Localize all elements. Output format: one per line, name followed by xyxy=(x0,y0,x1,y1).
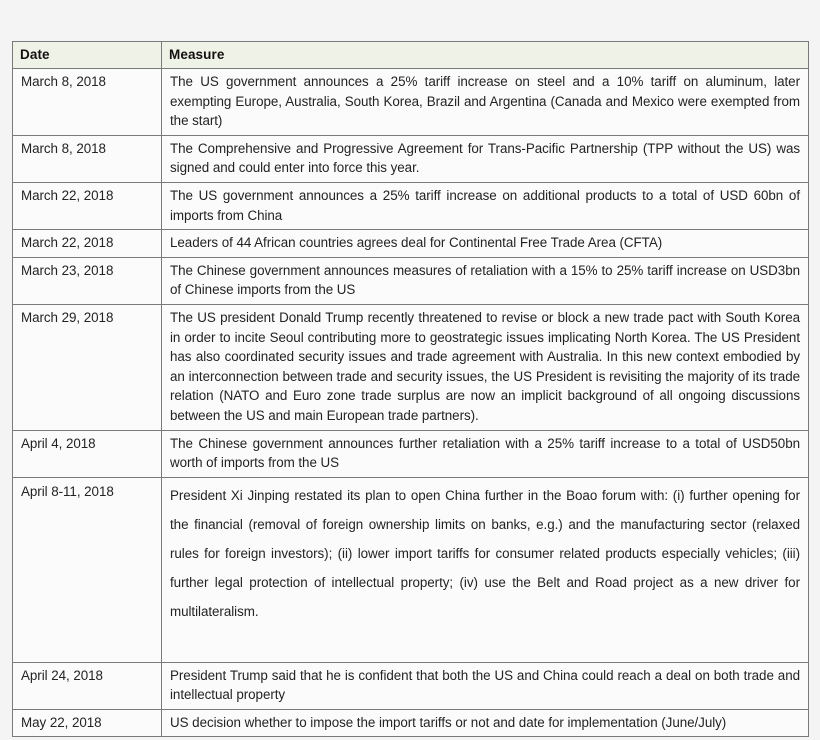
column-header-date: Date xyxy=(13,42,162,69)
cell-measure xyxy=(162,135,809,182)
table-row xyxy=(13,662,809,709)
column-header-measure: Measure xyxy=(162,42,809,69)
cell-measure xyxy=(162,182,809,229)
cell-measure xyxy=(162,230,809,258)
cell-date: March 8, 2018 xyxy=(13,135,162,182)
table-row xyxy=(13,230,809,258)
cell-measure xyxy=(162,477,809,662)
measure-text: The US government announces a 25% tariff increase on steel and a 10% tariff on aluminum, later exempting Europe, Australia, South Korea, Brazil and Argentina (Canada and Mexico were exempted from the start) xyxy=(170,74,800,129)
cell-date: May 22, 2018 xyxy=(13,709,162,737)
measure-text: US decision whether to impose the import tariffs or not and date for implementation (June/July) xyxy=(170,714,727,730)
table-body xyxy=(13,69,809,737)
table-row xyxy=(13,69,809,136)
measure-text: President Trump said that he is confident that both the US and China could reach a deal on both trade and intellectual property xyxy=(170,667,800,703)
cell-date: March 8, 2018 xyxy=(13,69,162,136)
cell-date: March 29, 2018 xyxy=(13,304,162,430)
measures-table-container xyxy=(12,41,808,737)
cell-date: March 23, 2018 xyxy=(13,257,162,304)
cell-measure xyxy=(162,304,809,430)
table-row xyxy=(13,477,809,662)
measure-text: The Chinese government announces measures of retaliation with a 15% to 25% tariff increase on USD3bn of Chinese imports from the US xyxy=(170,262,800,298)
table-row xyxy=(13,135,809,182)
table-header xyxy=(13,42,809,69)
cell-measure xyxy=(162,69,809,136)
cell-date: April 24, 2018 xyxy=(13,662,162,709)
cell-date: March 22, 2018 xyxy=(13,230,162,258)
cell-date: April 8-11, 2018 xyxy=(13,477,162,662)
cell-measure xyxy=(162,430,809,477)
table-row xyxy=(13,257,809,304)
cell-date: March 22, 2018 xyxy=(13,182,162,229)
cell-measure xyxy=(162,257,809,304)
measure-text: The Chinese government announces further retaliation with a 25% tariff increase to a total of USD50bn worth of imports from the US xyxy=(170,435,800,471)
cell-date: April 4, 2018 xyxy=(13,430,162,477)
measure-text: Leaders of 44 African countries agrees deal for Continental Free Trade Area (CFTA) xyxy=(170,235,663,251)
table-row xyxy=(13,709,809,737)
table-header-row xyxy=(13,42,809,69)
cell-measure xyxy=(162,709,809,737)
measure-text: The Comprehensive and Progressive Agreement for Trans-Pacific Partnership (TPP without the US) was signed and could enter into force this year. xyxy=(170,140,800,176)
measure-text: The US government announces a 25% tariff increase on additional products to a total of USD 60bn of imports from China xyxy=(170,187,800,223)
cell-measure xyxy=(162,662,809,709)
measures-table xyxy=(12,41,809,737)
measure-text: President Xi Jinping restated its plan to open China further in the Boao forum with: (i) further opening for the financial (removal of foreign ownership limits on banks, e.g.) and the manufacturing sector (relaxed rules for foreign investors); (ii) lower import tariffs for consumer related products especially vehicles; (iii) further legal protection of intellectual property; (iv) use the Belt and Road project as a new driver for multilateralism. xyxy=(170,487,800,619)
table-row xyxy=(13,304,809,430)
table-row xyxy=(13,430,809,477)
measure-text: The US president Donald Trump recently threatened to revise or block a new trade pact with South Korea in order to incite Seoul contributing more to geostrategic issues implicating North Korea. The US President has also coordinated security issues and trade agreement with Australia. In this new context embodied by an interconnection between trade and security issues, the US President is revisiting the majority of its trade relation (NATO and Euro zone trade surplus are now an implicit background of all ongoing discussions between the US and main European trade partners). xyxy=(170,309,800,423)
table-row xyxy=(13,182,809,229)
